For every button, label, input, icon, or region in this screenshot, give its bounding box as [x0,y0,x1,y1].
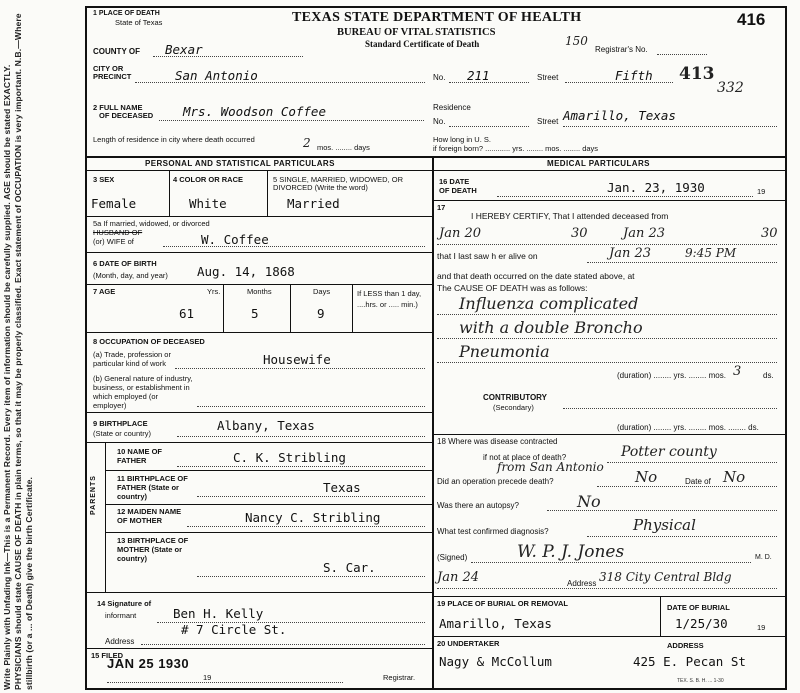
attended-to-year: 30 [761,226,778,241]
physician-address: 318 City Central Bldg [599,570,732,584]
filed-year-label: 19 [203,673,212,682]
autopsy-value: No [577,492,601,511]
name-label-2: OF DECEASED [99,111,154,120]
father-birthplace-value: Texas [323,480,361,495]
duration-days-label: ds. [763,371,774,380]
where-contracted-label: 18 Where was disease contracted [437,437,558,446]
father-birthplace-label: 11 BIRTHPLACE OF FATHER (State or country) [117,474,188,501]
spouse-label-3: (or) WIFE of [93,237,134,246]
marital-label: 5 SINGLE, MARRIED, WIDOWED, OR DIVORCED (Write the word) [273,175,404,192]
undertaker-address-value: 425 E. Pecan St [633,654,746,669]
spouse-value: W. Coffee [201,232,269,247]
city-label-2: PRECINCT [93,72,132,81]
father-name-value: C. K. Stribling [233,450,346,465]
last-saw-date: Jan 23 [609,246,652,261]
medical-section-header: MEDICAL PARTICULARS [547,159,650,168]
state-label: State of Texas [115,18,163,27]
birthplace-label-1: 9 BIRTHPLACE [93,419,148,428]
date-of-death-label-1: 16 DATE [439,177,470,186]
operation-label: Did an operation precede death? [437,477,554,486]
father-name-label-1: 10 NAME OF [117,447,163,456]
occupation-label: 8 OCCUPATION OF DECEASED [93,337,205,346]
last-saw-label: that I last saw h er alive on [437,251,538,261]
undertaker-label: 20 UNDERTAKER [437,639,500,648]
length-units: mos. ........ days [317,143,370,152]
date-of-death-label-2: OF DEATH [439,186,477,195]
father-name-label-2: FATHER [117,456,147,465]
occupation-value: Housewife [263,352,331,367]
length-of-residence-value: 2 [303,136,311,150]
mother-name-value: Nancy C. Stribling [245,510,381,525]
date-of-death-value: Jan. 23, 1930 [607,180,705,195]
physician-signature: W. P. J. Jones [517,542,625,562]
duration-label: (duration) ........ yrs. ........ mos. [617,371,726,380]
certificate-number: 416 [737,10,766,29]
length-of-residence-label: Length of residence in city where death occurred [93,135,255,144]
city-label-1: CITY OR [93,64,124,73]
operation-value: No [635,468,658,486]
mother-birthplace-label: 13 BIRTHPLACE OF MOTHER (State or country) [117,536,189,563]
certificate-subtitle: Standard Certificate of Death [365,39,480,49]
street-number-handwritten: 413 [679,64,715,84]
last-saw-time: 9:45 PM [685,246,737,260]
name-label-1: 2 FULL NAME [93,103,143,112]
occupation-sub-b: (b) General nature of industry, business, or establishment in which employed (or employer) [93,374,193,410]
mother-birthplace-value: S. Car. [323,560,376,575]
attended-to: Jan 23 [623,226,666,241]
burial-date-label: DATE OF BURIAL [667,603,730,612]
cause-label: The CAUSE OF DEATH was as follows: [437,283,588,293]
color-value: White [189,196,227,211]
ward-handwritten: 332 [717,80,744,96]
duration-months: 3 [733,364,742,379]
autopsy-label: Was there an autopsy? [437,501,519,510]
residence-label: Residence [433,103,471,112]
page-title: TEXAS STATE DEPARTMENT OF HEALTH [292,10,582,25]
birthplace-label-2: (State or country) [93,429,151,438]
burial-place-value: Amarillo, Texas [439,616,552,631]
burial-year-label: 19 [757,623,766,632]
less-than-label: If LESS than 1 day, ....hrs. or ..... min.) [357,289,422,309]
age-months-value: 5 [251,306,259,321]
side-instructions [2,10,84,690]
residence-no-label: No. [433,117,446,126]
burial-date-value: 1/25/30 [675,616,728,631]
form-footer: TEX. S. B. H. ... 1-30 [677,678,724,684]
informant-label-2: informant [105,611,137,620]
burial-place-label: 19 PLACE OF BURIAL OR REMOVAL [437,599,568,608]
spouse-label-2: HUSBAND OF [93,228,143,237]
county-label: COUNTY OF [93,47,140,56]
informant-address-value: # 7 Circle St. [181,622,287,637]
registrar-sign-label: Registrar. [383,673,416,682]
not-at-place-label: if not at place of death? [483,453,567,462]
sex-label: 3 SEX [93,175,115,184]
parents-tab: PARENTS [90,475,97,515]
age-yrs-label: Yrs. [207,287,221,296]
operation-date-value: No [723,468,746,486]
mother-name-label-1: 12 MAIDEN NAME [117,507,182,516]
personal-section-header: PERSONAL AND STATISTICAL PARTICULARS [145,159,335,168]
undertaker-address-label: ADDRESS [667,641,704,650]
dob-label-1: 6 DATE OF BIRTH [93,259,157,268]
operation-date-label: Date of [685,477,711,486]
item-17-label: 17 [437,203,446,212]
dob-value: Aug. 14, 1868 [197,264,295,279]
certify-text: I HEREBY CERTIFY, That I attended deceased from [471,211,669,221]
how-long-us-label: How long in U. S. [433,135,491,144]
secondary-label: (Secondary) [493,403,534,412]
duration2-label: (duration) ........ yrs. ........ mos. ........ ds. [617,423,759,432]
city-value: San Antonio [175,68,258,83]
md-label: M. D. [755,554,772,561]
residence-street-label: Street [537,117,559,126]
place-of-death-label: 1 PLACE OF DEATH [93,10,160,17]
physician-address-label: Address [567,579,597,588]
cause-line-1: Influenza complicated [459,294,639,313]
if-foreign-label: if foreign born? ............ yrs. ........ mos. ........ days [433,144,599,153]
age-days-value: 9 [317,306,325,321]
age-days-label: Days [313,287,331,296]
signed-date: Jan 24 [437,570,480,585]
street-number: 211 [467,68,490,83]
occupation-sub-a: (a) Trade, profession or particular kind of work [93,350,171,368]
filed-label: 15 FILED [91,651,124,660]
death-occurred-label: and that death occurred on the date stated above, at [437,271,635,281]
birthplace-value: Albany, Texas [217,418,315,433]
cause-line-2: with a double Broncho [459,318,643,337]
age-label: 7 AGE [93,287,116,296]
date-of-death-year: 19 [757,187,766,196]
informant-address-label: Address [105,637,135,646]
dob-label-2: (Month, day, and year) [93,271,168,280]
signed-label: (Signed) [437,553,468,562]
test-label: What test confirmed diagnosis? [437,527,549,536]
contributory-label: CONTRIBUTORY [483,393,547,402]
test-value: Physical [633,516,696,534]
sex-value: Female [91,196,137,211]
cause-line-3: Pneumonia [459,342,550,361]
no-label: No. [433,73,446,82]
color-label: 4 COLOR OR RACE [173,175,244,184]
county-value: Bexar [165,42,203,57]
certificate-form [85,6,787,690]
age-years-value: 61 [179,306,195,321]
registrar-label: Registrar's No. [595,45,648,54]
informant-value: Ben H. Kelly [173,606,264,621]
bureau-title: BUREAU OF VITAL STATISTICS [337,27,496,38]
attended-from-year: 30 [571,226,588,241]
side-instructions-text: Write Plainly with Unfading Ink—This is a Permanent Record. Every item of information should be carefully supplied. AGE should be stated EXACTLY. PHYSICIANS should state CAUSE OF DEATH in plain terms, so that it may be properly classified. Exact statement of OCCUPATION is very important. N.B.—Where stillbirth (or a ... of Death) give the birth Certificate. [2,13,34,690]
attended-from: Jan 20 [439,226,482,241]
age-months-label: Months [247,287,272,296]
stamp-number: 150 [565,34,588,48]
deceased-name: Mrs. Woodson Coffee [183,104,326,119]
residence-value: Amarillo, Texas [563,108,676,123]
informant-label-1: 14 Signature of [97,599,152,608]
filed-date-stamp: JAN 25 1930 [107,656,190,671]
mother-name-label-2: OF MOTHER [117,516,162,525]
spouse-label-1: 5a If married, widowed, or divorced [93,219,210,228]
undertaker-value: Nagy & McCollum [439,654,552,669]
street-value: Fifth [615,68,653,83]
marital-value: Married [287,196,340,211]
street-label: Street [537,73,559,82]
where-contracted-value: Potter county [621,444,717,460]
where-contracted-value-2: from San Antonio [497,460,604,474]
